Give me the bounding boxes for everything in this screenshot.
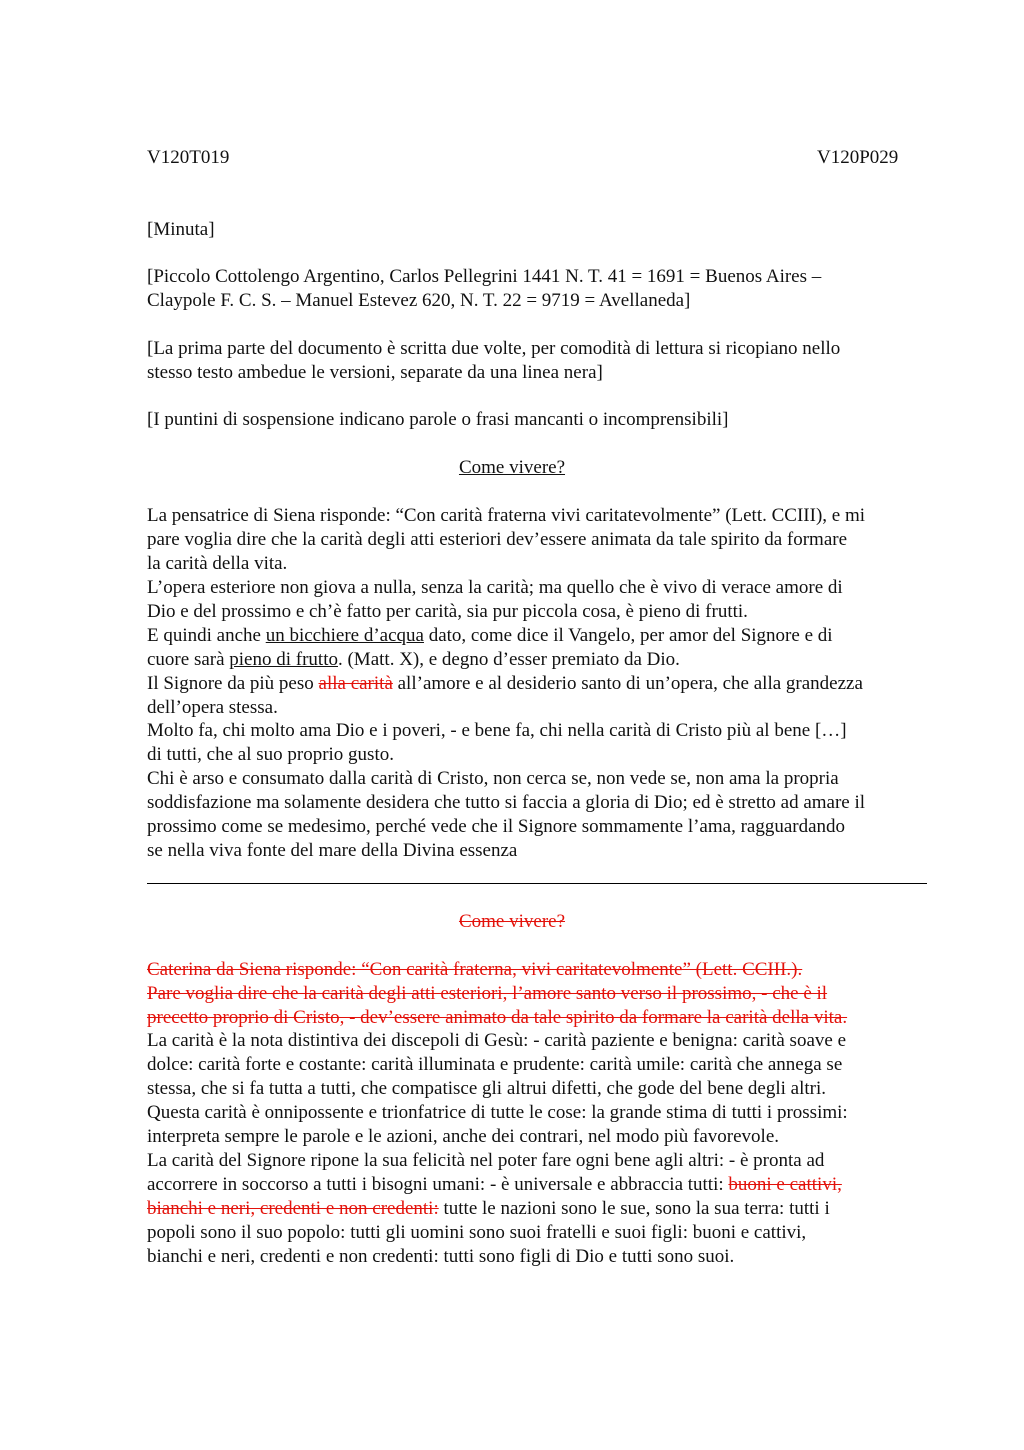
text-run: dato, come dice il Vangelo, per amor del Signore e di — [423, 625, 833, 646]
paragraph-line: La pensatrice di Siena risponde: “Con carità fraterna vivi caritatevolmente” (Lett. CCIII), e mi — [147, 505, 866, 526]
paragraph-line — [147, 648, 680, 672]
version1-title-text: Come vivere? — [458, 457, 566, 478]
struck-paragraph-line: precetto proprio di Cristo, - dev’essere animato da tale spirito da formare la carità della vita. — [147, 1007, 848, 1028]
paragraph-line: Molto fa, chi molto ama Dio e i poveri, - e bene fa, chi nella carità di Cristo più al bene […] — [147, 720, 847, 741]
text-run: accorrere in soccorso a tutti i bisogni umani: - è universale e abbraccia tutti: — [147, 1174, 729, 1195]
text-run: E quindi anche — [147, 625, 266, 646]
version2-title — [0, 910, 1024, 934]
document-code-left: V120T019 — [147, 147, 230, 168]
paragraph-line: di tutti, che al suo proprio gusto. — [147, 744, 394, 765]
text-run: tutte le nazioni sono le sue, sono la sua terra: tutti i — [438, 1198, 830, 1219]
paragraph-line: L’opera esteriore non giova a nulla, senza la carità; ma quello che è vivo di verace amore di — [147, 577, 843, 598]
paragraph-line: la carità della vita. — [147, 553, 288, 574]
paragraph-line: Dio e del prossimo e ch’è fatto per carità, sia pur piccola cosa, è pieno di frutti. — [147, 601, 748, 622]
paragraph-line: Chi è arso e consumato dalla carità di Cristo, non cerca se, non vede se, non ama la propria — [147, 768, 839, 789]
paragraph-line: stessa, che si fa tutta a tutti, che compatisce gli altrui difetti, che gode del bene degli altri. — [147, 1078, 827, 1099]
paragraph-line — [147, 672, 863, 696]
struck-paragraph-line: Caterina da Siena risponde: “Con carità fraterna, vivi caritatevolmente” (Lett. CCIII.). — [147, 959, 803, 980]
text-run: cuore sarà — [147, 649, 230, 670]
paragraph-line: dolce: carità forte e costante: carità illuminata e prudente: carità umile: carità che annega se — [147, 1054, 843, 1075]
paragraph-line: prossimo come se medesimo, perché vede che il Signore sommamente l’ama, ragguardando — [147, 816, 846, 837]
paragraph-line — [147, 624, 833, 648]
underlined-text: un bicchiere d’acqua — [265, 625, 424, 646]
paragraph-line: interpreta sempre le parole e le azioni, anche dei contrari, nel modo più favorevole. — [147, 1126, 780, 1147]
paragraph-line: soddisfazione ma solamente desidera che tutto si faccia a gloria di Dio; ed è stretto ad amare il — [147, 792, 866, 813]
paragraph-line: se nella viva fonte del mare della Divina essenza — [147, 840, 518, 861]
paragraph-line — [147, 1173, 842, 1197]
note-versions-line-2: stesso testo ambedue le versioni, separate da una linea nera] — [147, 362, 603, 383]
note-versions-line-1: [La prima parte del documento è scritta due volte, per comodità di lettura si ricopiano nello — [147, 338, 841, 359]
paragraph-line: bianchi e neri, credenti e non credenti: tutti sono figli di Dio e tutti sono suoi. — [147, 1246, 735, 1267]
struck-text: bianchi e neri, credenti e non credenti: — [147, 1198, 439, 1219]
paragraph-line: dell’opera stessa. — [147, 697, 278, 718]
paragraph-line: pare voglia dire che la carità degli atti esteriori dev’essere animata da tale spirito da formare — [147, 529, 848, 550]
struck-text: alla carità — [318, 673, 393, 694]
version2-title-struck: Come vivere? — [458, 911, 566, 932]
paragraph-line — [147, 1197, 830, 1221]
version-separator-rule — [147, 883, 927, 884]
paragraph-line: popoli sono il suo popolo: tutti gli uomini sono suoi fratelli e suoi figli: buoni e cattivi, — [147, 1222, 807, 1243]
paragraph-line: Questa carità è onnipossente e trionfatrice di tutte le cose: la grande stima di tutti i prossimi: — [147, 1102, 848, 1123]
note-address-line-2: Claypole F. C. S. – Manuel Estevez 620, N. T. 22 = 9719 = Avellaneda] — [147, 290, 691, 311]
note-ellipsis: [I puntini di sospensione indicano parole o frasi mancanti o incomprensibili] — [147, 409, 729, 430]
text-run: all’amore e al desiderio santo di un’opera, che alla grandezza — [392, 673, 863, 694]
struck-paragraph-line: Pare voglia dire che la carità degli atti esteriori, l’amore santo verso il prossimo, - che è il — [147, 983, 828, 1004]
paragraph-line: La carità del Signore ripone la sua felicità nel poter fare ogni bene agli altri: - è pronta ad — [147, 1150, 825, 1171]
version1-title — [0, 456, 1024, 480]
text-run: . (Matt. X), e degno d’esser premiato da Dio. — [337, 649, 680, 670]
document-code-right: V120P029 — [817, 147, 899, 168]
underlined-text: pieno di frutto — [229, 649, 338, 670]
paragraph-line: La carità è la nota distintiva dei discepoli di Gesù: - carità paziente e benigna: carità soave e — [147, 1030, 847, 1051]
note-minuta: [Minuta] — [147, 219, 215, 240]
struck-text: buoni e cattivi, — [728, 1174, 842, 1195]
text-run: Il Signore da più peso — [147, 673, 319, 694]
note-address-line-1: [Piccolo Cottolengo Argentino, Carlos Pellegrini 1441 N. T. 41 = 1691 = Buenos Aires – — [147, 266, 822, 287]
